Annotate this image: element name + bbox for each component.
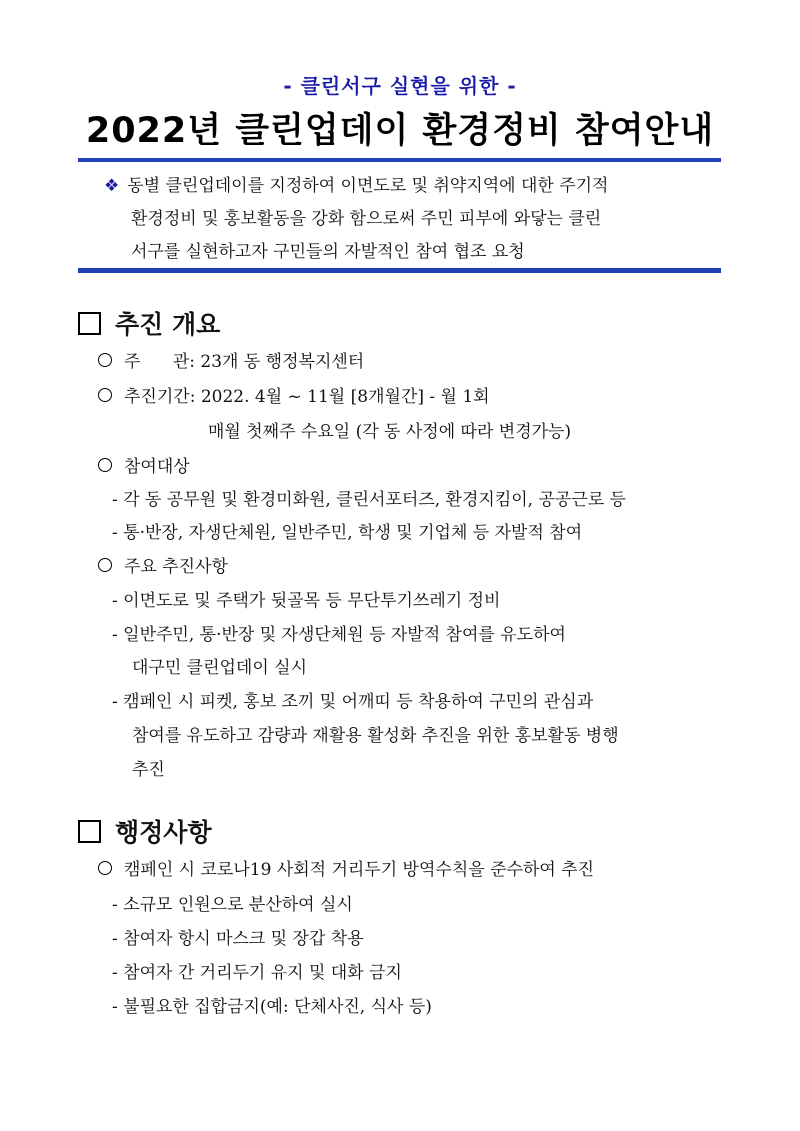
main-item-3-cont: 참여를 유도하고 감량과 재활용 활성화 추진을 위한 홍보활동 병행 [132, 726, 619, 746]
square-box-icon [78, 820, 101, 843]
page-title: 2022년 클린업데이 환경정비 참여안내 [85, 111, 715, 151]
list-item-period [98, 385, 490, 409]
admin-intro-text: 캠페인 시 코로나19 사회적 거리두기 방역수칙을 준수하여 추진 [124, 860, 595, 880]
circle-bullet-icon [98, 458, 112, 472]
host-text: 주 관: 23개 동 행정복지센터 [124, 352, 365, 372]
target-item-2: - 통·반장, 자생단체원, 일반주민, 학생 및 기업체 등 자발적 참여 [112, 523, 583, 543]
section-heading-admin [78, 813, 212, 849]
bottom-divider [78, 268, 721, 273]
circle-bullet-icon [98, 558, 112, 572]
admin-item-2: - 참여자 항시 마스크 및 장갑 착용 [112, 929, 364, 949]
main-item-2: - 일반주민, 통·반장 및 자생단체원 등 자발적 참여를 유도하여 [112, 625, 566, 645]
summary-line-2: 환경정비 및 홍보활동을 강화 함으로써 주민 피부에 와닿는 클린 [131, 209, 602, 229]
section-heading-overview [78, 305, 220, 341]
summary-text-1: 동별 클린업데이를 지정하여 이면도로 및 취약지역에 대한 주기적 [127, 176, 609, 196]
list-item-host [98, 350, 364, 374]
target-item-1: - 각 동 공무원 및 환경미화원, 클린서포터즈, 환경지킴이, 공공근로 등 [112, 490, 626, 510]
circle-bullet-icon [98, 388, 112, 402]
admin-item-1: - 소규모 인원으로 분산하여 실시 [112, 895, 353, 915]
list-item-admin-intro [98, 858, 594, 882]
top-divider [78, 158, 721, 162]
list-item-target [98, 455, 190, 479]
main-item-1: - 이면도로 및 주택가 뒷골목 등 무단투기쓰레기 정비 [112, 591, 501, 611]
admin-item-4: - 불필요한 집합금지(예: 단체사진, 식사 등) [112, 997, 432, 1017]
summary-line-1 [104, 170, 724, 203]
summary-box [104, 170, 724, 269]
section-heading-text: 행정사항 [115, 818, 212, 847]
main-item-3-cont2: 추진 [132, 760, 165, 780]
circle-bullet-icon [98, 353, 112, 367]
circle-bullet-icon [98, 861, 112, 875]
square-box-icon [78, 312, 101, 335]
subtitle: - 클린서구 실현을 위한 - [283, 74, 517, 98]
main-label: 주요 추진사항 [124, 557, 228, 577]
period-text: 추진기간: 2022. 4월 ~ 11월 [8개월간] - 월 1회 [124, 387, 490, 407]
main-item-2-cont: 대구민 클린업데이 실시 [132, 658, 308, 678]
admin-item-3: - 참여자 간 거리두기 유지 및 대화 금지 [112, 963, 402, 983]
section-heading-text: 추진 개요 [115, 310, 221, 339]
main-item-3: - 캠페인 시 피켓, 홍보 조끼 및 어깨띠 등 착용하여 구민의 관심과 [112, 692, 594, 712]
diamond-bullet-icon: ❖ [104, 176, 120, 196]
period-note: 매월 첫째주 수요일 (각 동 사정에 따라 변경가능) [208, 422, 572, 442]
list-item-main [98, 555, 228, 579]
target-label: 참여대상 [124, 457, 190, 477]
summary-line-3: 서구를 실현하고자 구민들의 자발적인 참여 협조 요청 [131, 242, 525, 262]
